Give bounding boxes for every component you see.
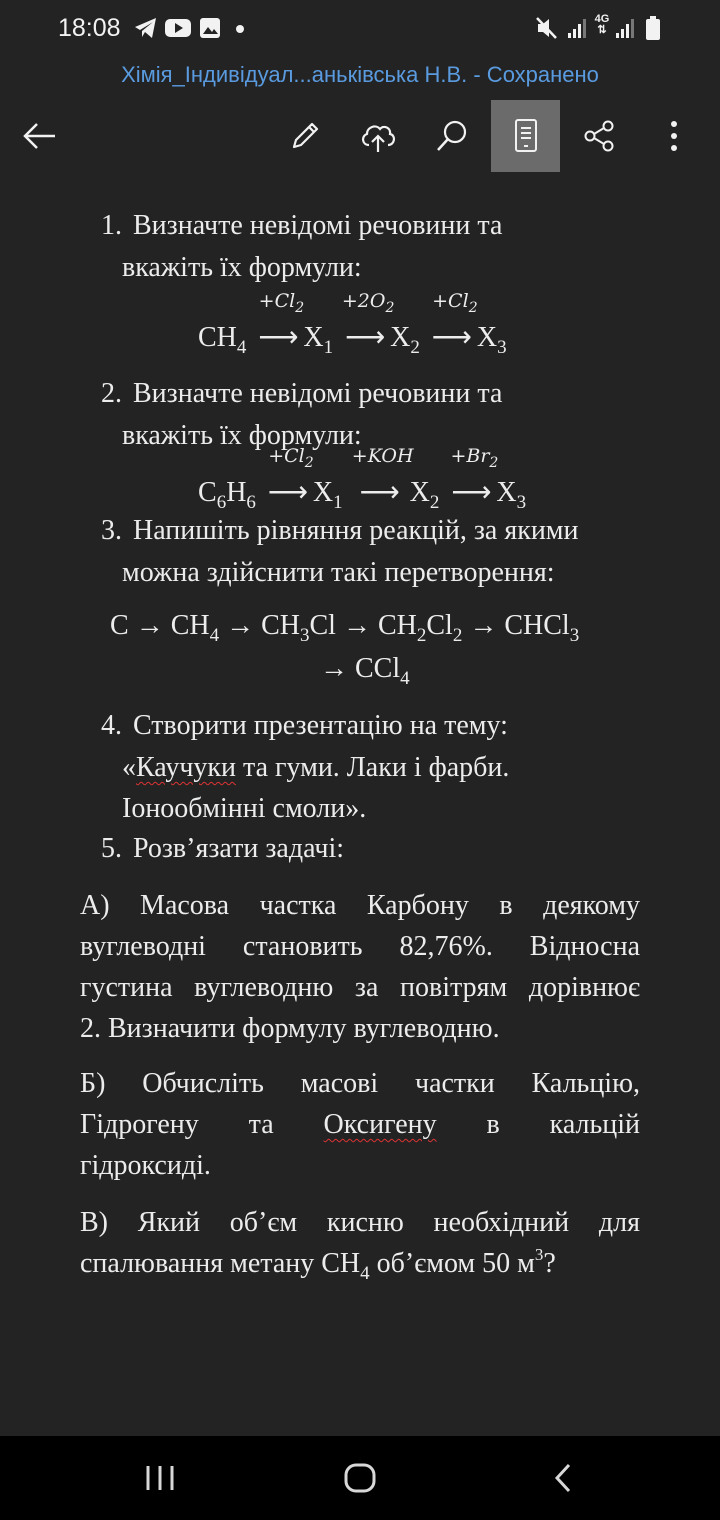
- task-2-reaction-chain: $C_6H_6$ $+Cl_2$ ⟶ $X_1$ +KOH ⟶ $X_2$ $+Br_2$ ⟶ $X_3$: [198, 445, 527, 513]
- search-button[interactable]: [420, 100, 484, 172]
- task-3-text-line2: можна здійснити такі перетворення:: [122, 557, 555, 588]
- edit-button[interactable]: [275, 100, 335, 172]
- share-icon: [581, 118, 617, 154]
- clock: 18:08: [58, 14, 121, 42]
- signal-icon: [566, 14, 588, 42]
- more-options-icon: [669, 118, 679, 154]
- reaction-arrow: +KOH ⟶: [351, 445, 414, 508]
- task-2-text-line1: Визначте невідомі речовини та: [133, 378, 503, 409]
- navigation-bar: [0, 1436, 720, 1520]
- recent-apps-button[interactable]: [110, 1436, 210, 1520]
- task-2-number: 2.: [101, 378, 122, 409]
- task-5-number: 5.: [101, 833, 122, 864]
- problem-v-line2: спалювання метану $СН_4$ об’ємом 50 $м^3$?: [80, 1245, 556, 1284]
- task-3-transformation-chain: $C \to CH_4 \to CH_3Cl \to CH_2Cl_2$ → CHCl$_3$: [110, 610, 580, 646]
- reaction-arrow: $+Cl_2$ ⟶: [431, 290, 478, 353]
- task-4-number: 4.: [101, 710, 122, 741]
- back-arrow-icon: [22, 121, 58, 151]
- more-options-button[interactable]: [650, 100, 698, 172]
- spellcheck-word[interactable]: Оксигену: [323, 1109, 437, 1140]
- task-5-text-line1: Розв’язати задачі:: [133, 833, 345, 864]
- back-nav-button[interactable]: [513, 1436, 613, 1520]
- task-1-reaction-chain: $CH_4$ $+Cl_2$ ⟶ $X_1$ $+2O_2$ ⟶ $X_2$ $+Cl_2$ ⟶ $X_3$: [198, 290, 507, 358]
- signal-icon: [614, 14, 636, 42]
- problem-b-line1: Б) Обчисліть масові частки Кальцію,: [80, 1068, 640, 1099]
- gallery-icon: [198, 15, 222, 41]
- network-4g-icon: 4G ⇅: [594, 13, 610, 36]
- cloud-upload-icon: [358, 118, 398, 154]
- problem-b-line2: Гідрогену та Оксигену в кальцій: [80, 1104, 640, 1145]
- task-4-text-line3: Іонообмінні смоли».: [122, 793, 367, 824]
- problem-v-line1: В) Який об’єм кисню необхідний для: [80, 1207, 640, 1238]
- spellcheck-word[interactable]: Каучуки: [136, 752, 236, 783]
- home-button[interactable]: [310, 1436, 410, 1520]
- back-button[interactable]: [10, 100, 70, 172]
- status-bar: [0, 0, 720, 56]
- reaction-arrow: $+Cl_2$ ⟶: [258, 290, 305, 353]
- reaction-arrow: $+Br_2$ ⟶: [450, 445, 499, 508]
- task-2-text-line2: вкажіть їх формули:: [122, 420, 362, 451]
- reaction-arrow: $+2O_2$ ⟶: [341, 290, 395, 353]
- toolbar: [0, 100, 720, 172]
- recent-apps-icon: [144, 1463, 176, 1493]
- problem-a-line4: 2. Визначити формулу вуглеводню.: [80, 1013, 500, 1044]
- task-3-number: 3.: [101, 515, 122, 546]
- home-icon: [343, 1462, 377, 1494]
- task-3-text-line1: Напишіть рівняння реакцій, за якими: [133, 515, 579, 546]
- document-body[interactable]: [0, 180, 720, 1436]
- task-1-text-line2: вкажіть їх формули:: [122, 252, 362, 283]
- problem-a-line3: густина вуглеводню за повітрям дорівнює: [80, 972, 640, 1003]
- task-4-text-line1: Створити презентацію на тему:: [133, 710, 508, 741]
- telegram-icon: [133, 15, 159, 41]
- reading-mode-icon: [512, 117, 540, 155]
- back-nav-icon: [552, 1462, 574, 1494]
- notification-dot-icon: [235, 24, 245, 34]
- problem-a-line1: А) Масова частка Карбону в деякому: [80, 890, 640, 921]
- share-button[interactable]: [568, 100, 630, 172]
- task-3-transformation-chain-end: → CCl$_4$: [320, 653, 410, 689]
- document-title[interactable]: Хімія_Індивідуал...аньківська Н.В. - Сохранено: [121, 62, 599, 87]
- problem-b-line3: гідроксиді.: [80, 1150, 211, 1181]
- youtube-icon: [164, 15, 192, 41]
- reaction-arrow: $+Cl_2$ ⟶: [267, 445, 314, 508]
- upload-button[interactable]: [346, 100, 410, 172]
- task-4-text-line2: «Каучуки та гуми. Лаки і фарби.: [122, 752, 510, 783]
- search-icon: [433, 117, 471, 155]
- problem-a-line2: вуглеводні становить 82,76%. Відносна: [80, 931, 640, 962]
- task-1-number: 1.: [101, 210, 122, 241]
- edit-pencil-icon: [287, 118, 323, 154]
- battery-icon: [644, 14, 662, 42]
- reading-mode-button[interactable]: [491, 100, 560, 172]
- mute-icon: [534, 14, 560, 42]
- task-1-text-line1: Визначте невідомі речовини та: [133, 210, 503, 241]
